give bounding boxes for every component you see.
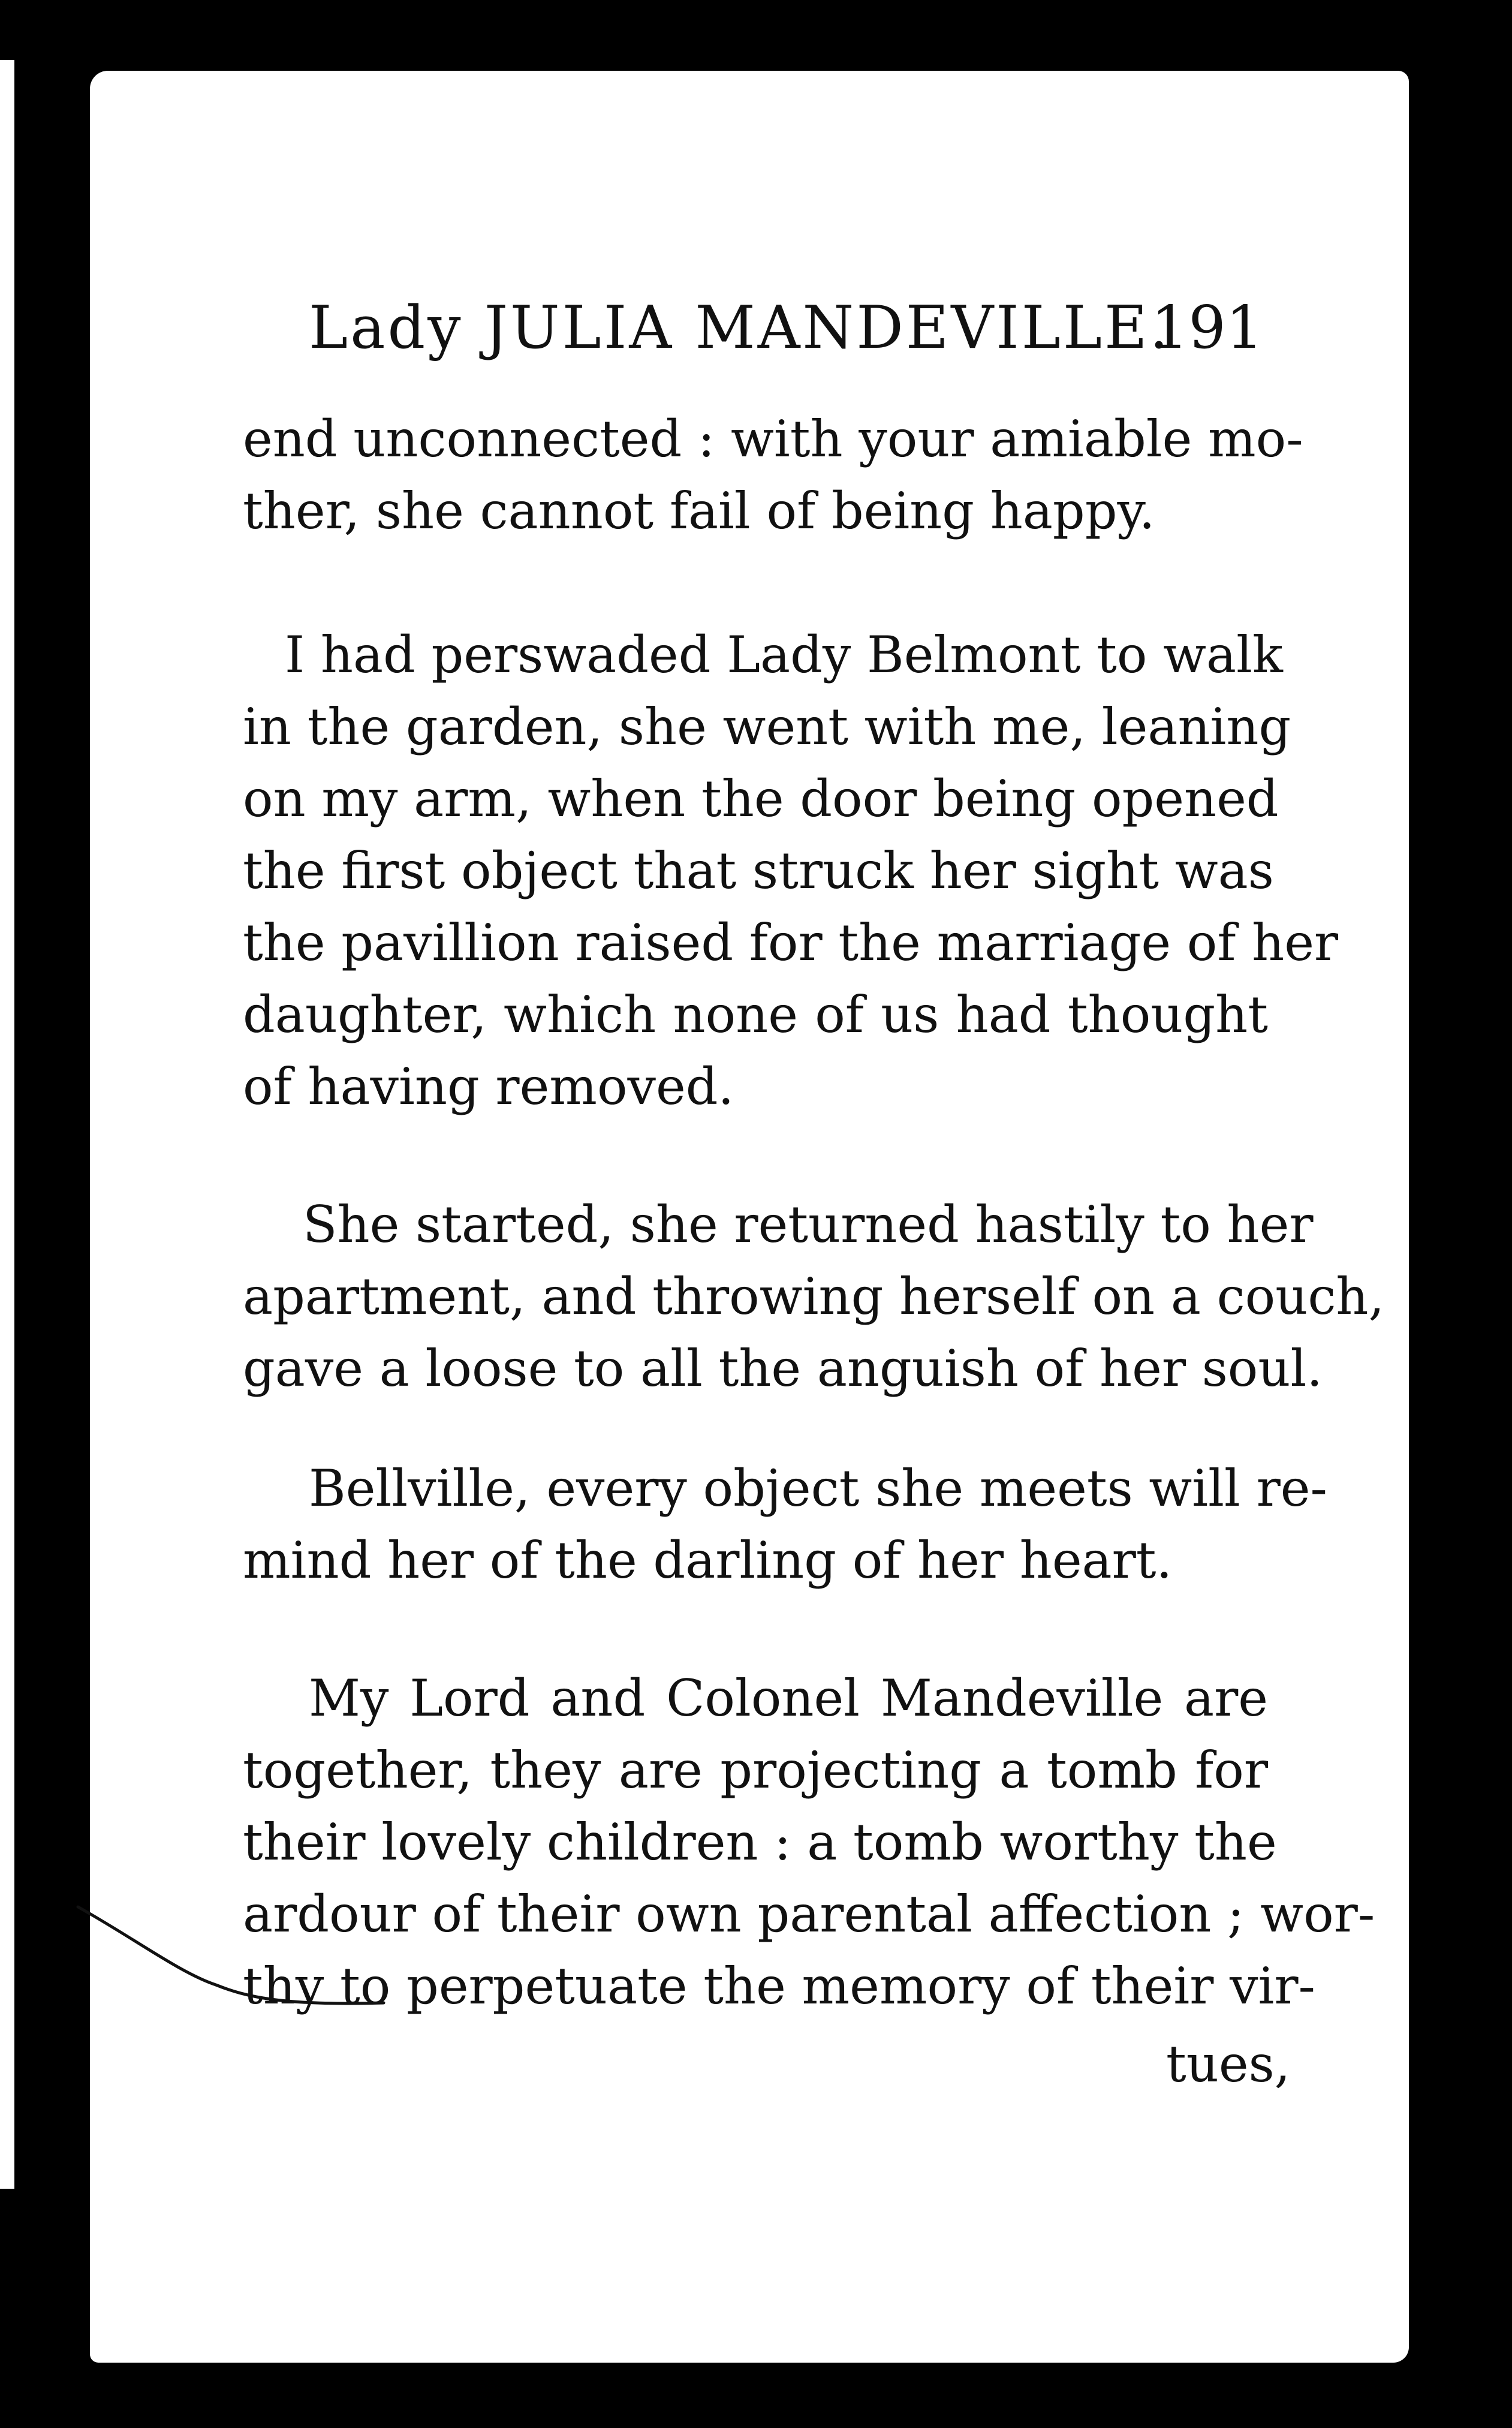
- text-line: their lovely children : a tomb worthy the: [243, 1813, 1277, 1872]
- text-line: My Lord and Colonel Mandeville are: [309, 1669, 1268, 1728]
- text-line: Bellville, every object she meets will re-: [309, 1459, 1327, 1518]
- text-line: ardour of their own parental affection ; wor-: [243, 1885, 1375, 1943]
- running-head-title: Lady JULIA MANDEVILLE.: [309, 294, 1171, 362]
- text-line: in the garden, she went with me, leaning: [243, 697, 1291, 756]
- catchword: tues,: [1166, 2035, 1291, 2093]
- text-line: daughter, which none of us had thought: [243, 985, 1268, 1044]
- text-line: ther, she cannot fail of being happy.: [243, 482, 1155, 540]
- text-line: thy to perpetuate the memory of their vir-: [243, 1957, 1315, 2015]
- page-number: 191: [1151, 294, 1264, 362]
- text-line: end unconnected : with your amiable mo-: [243, 410, 1303, 468]
- text-line: She started, she returned hastily to her: [303, 1195, 1314, 1254]
- text-line: I had perswaded Lady Belmont to walk: [285, 625, 1283, 684]
- text-line: the first object that struck her sight was: [243, 841, 1274, 900]
- text-line: of having removed.: [243, 1057, 734, 1116]
- text-line: together, they are projecting a tomb for: [243, 1741, 1268, 1800]
- text-line: apartment, and throwing herself on a couch,: [243, 1267, 1385, 1326]
- text-line: mind her of the darling of her heart.: [243, 1531, 1173, 1590]
- text-line: gave a loose to all the anguish of her soul.: [243, 1339, 1323, 1398]
- text-line: the pavillion raised for the marriage of her: [243, 913, 1339, 972]
- text-line: on my arm, when the door being opened: [243, 769, 1279, 828]
